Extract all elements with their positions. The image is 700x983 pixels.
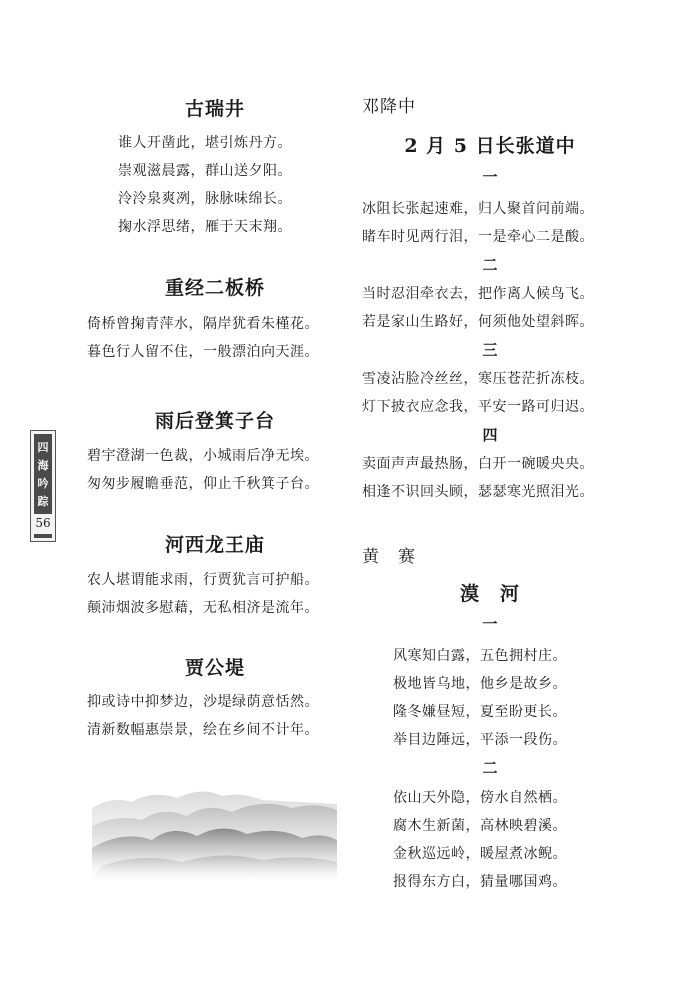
poem-line: 极地皆乌地，他乡是故乡。	[393, 676, 567, 692]
poem-line: 掬水浮思绪，雁于天末翔。	[118, 219, 292, 235]
poem-line: 依山天外隐，傍水自然栖。	[393, 790, 567, 806]
poem-title: 贾公堤	[184, 657, 245, 679]
poem-author: 邓降中	[362, 97, 416, 117]
poem-line: 卖面声声最热肠，白开一碗暖央央。	[362, 456, 594, 472]
poem-line: 匆匆步履瞻垂范，仰止千秋箕子台。	[87, 476, 319, 492]
poem-part-number: 二	[482, 256, 498, 274]
poem-line: 睹车时见两行泪，一是牵心二是酸。	[362, 229, 594, 245]
page-number: 56	[35, 516, 51, 530]
poem-line: 清新数幅惠崇景，绘在乡间不计年。	[87, 722, 319, 738]
poem-line: 灯下披衣应念我，平安一路可归迟。	[362, 399, 594, 415]
side-tab	[30, 430, 56, 542]
poem-line: 暮色行人留不住，一般漂泊向天涯。	[87, 344, 319, 360]
side-tab-char: 海	[37, 458, 49, 472]
poem-line: 农人堪谓能求雨，行贾犹言可护船。	[87, 572, 319, 588]
poem-line: 冰阻长张起速难，归人聚首问前端。	[362, 201, 594, 217]
poem-line: 抑或诗中抑梦边，沙堤绿荫意恬然。	[87, 694, 319, 710]
poem-part-number: 一	[482, 168, 498, 186]
poem-title: 河西龙王庙	[164, 534, 265, 556]
poem-line: 举目边陲远，平添一段伤。	[393, 732, 567, 748]
poem-line: 崇观滋晨露，群山送夕阳。	[118, 163, 292, 179]
poem-line: 碧宇澄湖一色裁，小城雨后净无埃。	[87, 448, 319, 464]
poem-part-number: 三	[482, 341, 498, 359]
side-tab-char: 四	[37, 440, 49, 454]
poem-title: 雨后登箕子台	[154, 410, 275, 432]
side-tab-char: 踪	[37, 494, 49, 508]
poem-line: 泠泠泉爽冽，脉脉味绵长。	[118, 191, 292, 207]
poem-part-number: 四	[482, 426, 498, 444]
ink-mountain-illustration	[92, 778, 337, 883]
poem-line: 颠沛烟波多慰藉，无私相济是流年。	[87, 600, 319, 616]
poem-line: 若是家山生路好，何须他处望斜晖。	[362, 314, 594, 330]
side-tab-book-title	[34, 434, 52, 514]
poem-part-number: 一	[482, 615, 498, 633]
poem-title: 古瑞井	[184, 98, 245, 120]
poem-line: 相逢不识回头顾，瑟瑟寒光照泪光。	[362, 484, 594, 500]
poem-line: 腐木生新菌，高林映碧溪。	[393, 818, 567, 834]
poem-line: 谁人开凿此，堪引炼丹方。	[118, 135, 292, 151]
side-tab-char: 吟	[37, 476, 49, 490]
poem-line: 报得东方白，猜量哪国鸡。	[393, 874, 567, 890]
poem-author: 黄 赛	[362, 547, 416, 567]
poem-part-number: 二	[482, 759, 498, 777]
poem-line: 当时忍泪牵衣去，把作离人候鸟飞。	[362, 286, 594, 302]
poem-line: 隆冬嫌昼短，夏至盼更长。	[393, 704, 567, 720]
poem-line: 雪凌沾脸冷丝丝，寒压苍茫折冻枝。	[362, 371, 594, 387]
poem-title: 漠 河	[459, 583, 520, 605]
poem-line: 金秋巡远岭，暖屋煮冰鲵。	[393, 846, 567, 862]
poem-title: 重经二板桥	[164, 277, 265, 299]
side-tab-bar	[34, 534, 52, 538]
poem-title: 2 月 5 日长张道中	[404, 135, 576, 157]
poem-line: 风寒知白露，五色拥村庄。	[393, 648, 567, 664]
poem-line: 倚桥曾掬青萍水，隔岸犹看朱槿花。	[87, 316, 319, 332]
